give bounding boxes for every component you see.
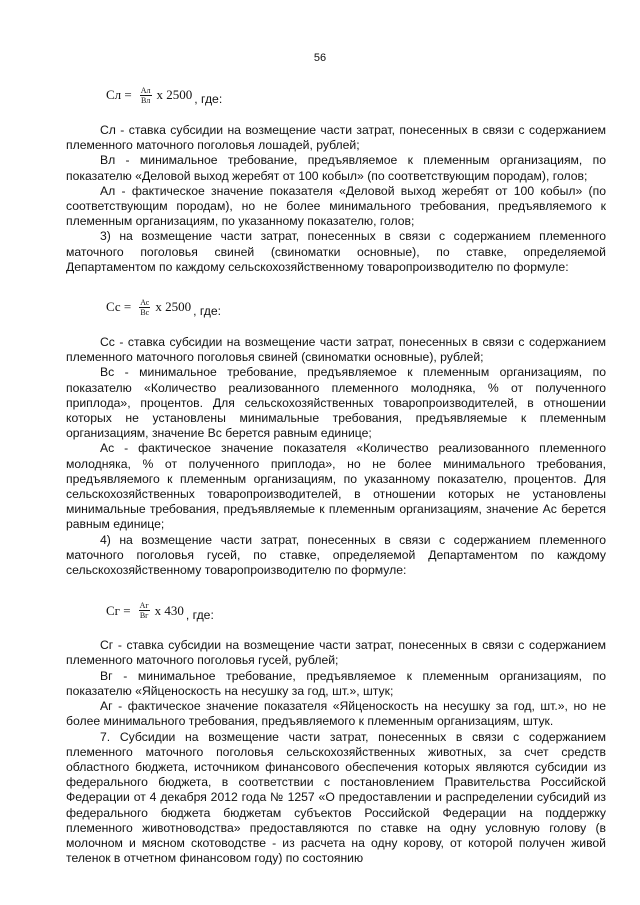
page-content bbox=[66, 75, 606, 866]
fraction-numerator: Ал bbox=[140, 85, 151, 95]
paragraph: Ас - фактическое значение показателя «Количество реализованного племенного молодняка, % от полученного приплода», но не более минимального требования, предъявляемого к племенным организациям, по указанному показателю, процентов. Для сельскохозяйственных товаропроизводителей, в отношении которых не установлены минимальные требования, предъявляемые к племенным организациям, значение Ас берется равным единице; bbox=[66, 441, 606, 532]
formula-where: , где: bbox=[185, 607, 214, 622]
fraction-denominator: Вс bbox=[140, 307, 150, 317]
paragraph: Вл - минимальное требование, предъявляемое к племенным организациям, по показателю «Деловой выход жеребят от 100 кобыл» (по соответствующим породам), голов; bbox=[66, 153, 606, 183]
formula-lhs: Сс = bbox=[106, 299, 132, 315]
fraction-numerator: Ас bbox=[140, 297, 150, 307]
paragraph: Вг - минимальное требование, предъявляемое к племенным организациям, по показателю «Яйценоскость на несушку за год, шт.», штук; bbox=[66, 668, 606, 698]
formula-pigs bbox=[106, 293, 606, 321]
formula-fraction bbox=[139, 298, 150, 317]
formula-fraction bbox=[139, 601, 150, 620]
paragraph: Вс - минимальное требование, предъявляемое к племенным организациям, по показателю «Количество реализованного племенного молодняка, % от полученного приплода», процентов. Для сельскохозяйственных товаропроизводителей, в отношении которых не установлены минимальные требования, предъявляемые к племенным организациям, значение Вс берется равным единице; bbox=[66, 365, 606, 441]
formula-horses bbox=[106, 81, 606, 109]
fraction-denominator: Вг bbox=[139, 610, 149, 620]
fraction-numerator: Аг bbox=[139, 600, 149, 610]
paragraph: Сс - ставка субсидии на возмещение части затрат, понесенных в связи с содержанием племенного маточного поголовья свиней (свиноматки основные), рублей; bbox=[66, 335, 606, 365]
formula-multiplier: х 2500 bbox=[155, 299, 192, 315]
formula-multiplier: х 430 bbox=[154, 602, 184, 618]
formula-geese bbox=[106, 596, 606, 624]
formula-lhs: Сл = bbox=[106, 87, 132, 103]
paragraph: Сг - ставка субсидии на возмещение части затрат, понесенных в связи с содержанием племенного маточного поголовья гусей, рублей; bbox=[66, 638, 606, 668]
formula-lhs: Сг = bbox=[106, 602, 131, 618]
paragraph: Сл - ставка субсидии на возмещение части затрат, понесенных в связи с содержанием племенного маточного поголовья лошадей, рублей; bbox=[66, 123, 606, 153]
paragraph: Ал - фактическое значение показателя «Деловой выход жеребят от 100 кобыл» (по соответствующим породам), но не более минимального требования, предъявляемого к племенным организациям, по указанному показателю, голов; bbox=[66, 183, 606, 229]
paragraph: 7. Субсидии на возмещение части затрат, понесенных в связи с содержанием племенного маточного поголовья сельскохозяйственных животных, за счет средств областного бюджета, источником финансового обеспечения которых являются субсидии из федерального бюджета, в соответствии с постановлением Правительства Российской Федерации от 4 декабря 2012 года № 1257 «О предоставлении и распределении субсидий из федерального бюджета бюджетам субъектов Российской Федерации на поддержку племенного животноводства» предоставляются по ставке на одну условную голову (в молочном и мясном скотоводстве - из расчета на одну корову, от которой получен живой теленок в отчетном финансовом году) по состоянию bbox=[66, 729, 606, 866]
paragraph: 3) на возмещение части затрат, понесенных в связи с содержанием племенного маточного поголовья свиней (свиноматки основные), по ставке, определяемой Департаментом по каждому сельскохозяйственному товаропроизводителю по формуле: bbox=[66, 229, 606, 274]
formula-multiplier: х 2500 bbox=[156, 87, 193, 103]
paragraph: 4) на возмещение части затрат, понесенных в связи с содержанием племенного маточного поголовья гусей, по ставке, определяемой Департаментом по каждому сельскохозяйственному товаропроизводителю по формуле: bbox=[66, 532, 606, 578]
formula-fraction bbox=[140, 86, 152, 105]
paragraph: Аг - фактическое значение показателя «Яйценоскость на несушку за год, шт.», но не более минимального требования, предъявляемого к племенным организациям, штук. bbox=[66, 699, 606, 729]
formula-where: , где: bbox=[193, 304, 222, 319]
fraction-denominator: Вл bbox=[140, 95, 151, 105]
page-number: 56 bbox=[313, 52, 327, 64]
formula-where: , где: bbox=[194, 92, 223, 107]
